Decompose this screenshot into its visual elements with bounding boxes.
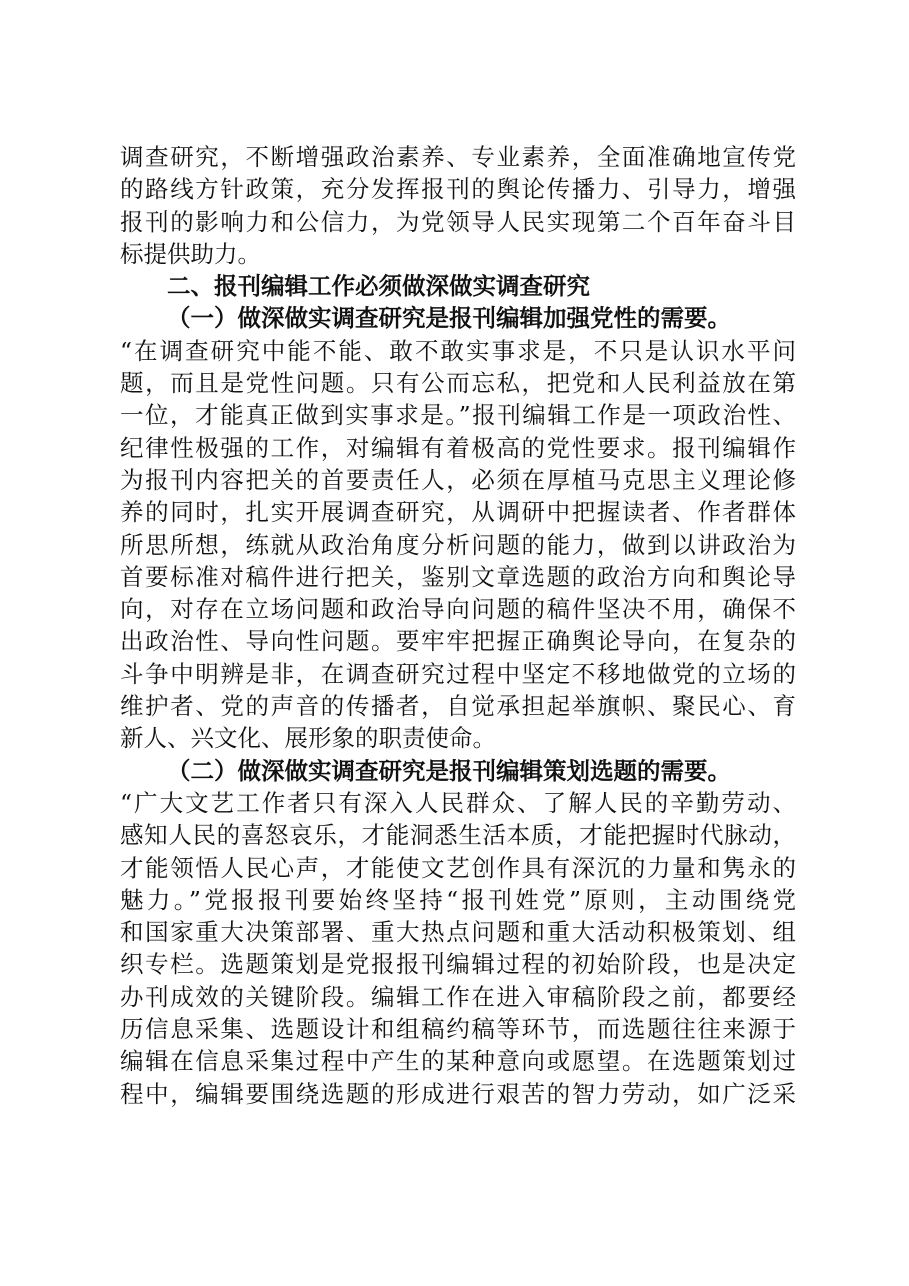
text-line: 向，对存在立场问题和政治导向问题的稿件坚决不用，确保不 <box>120 595 796 624</box>
text-line: 历信息采集、选题设计和组稿约稿等环节，而选题往往来源于 <box>120 1015 796 1044</box>
text-line: 斗争中明辨是非，在调查研究过程中坚定不移地做党的立场的 <box>120 659 796 688</box>
text-line: 魅力。”党报报刊要始终坚持“报刊姓党”原则，主动围绕党 <box>120 885 796 914</box>
text-line: “广大文艺工作者只有深入人民群众、了解人民的辛勤劳动、 <box>120 788 796 817</box>
text-line: 为报刊内容把关的首要责任人，必须在厚植马克思主义理论修 <box>120 465 796 494</box>
text-line: 感知人民的喜怒哀乐，才能洞悉生活本质，才能把握时代脉动， <box>120 821 796 850</box>
text-line: 程中，编辑要围绕选题的形成进行艰苦的智力劳动，如广泛采 <box>120 1079 796 1108</box>
text-line: 标提供助力。 <box>120 239 261 268</box>
text-line: 调查研究，不断增强政治素养、专业素养，全面准确地宣传党 <box>120 143 796 171</box>
section-heading: 二、报刊编辑工作必须做深做实调查研究 <box>167 272 590 301</box>
text-line: “在调查研究中能不能、敢不敢实事求是，不只是认识水平问 <box>120 336 796 365</box>
text-line: 编辑在信息采集过程中产生的某种意向或愿望。在选题策划过 <box>120 1047 796 1076</box>
subsection-2-title: （二）做深做实调查研究是报刊编辑策划选题的需要。 <box>167 756 731 785</box>
text-line: 才能领悟人民心声，才能使文艺创作具有深沉的力量和隽永的 <box>120 853 796 882</box>
text-line: 新人、兴文化、展形象的职责使命。 <box>120 724 496 753</box>
paragraph-intro-continuation <box>120 141 796 270</box>
text-line: 维护者、党的声音的传播者，自觉承担起举旗帜、聚民心、育 <box>120 692 796 721</box>
subsection-1-body <box>120 335 796 755</box>
subsection-2-body <box>120 787 796 1110</box>
text-line: 的路线方针政策，充分发挥报刊的舆论传播力、引导力，增强 <box>120 175 796 204</box>
text-line: 出政治性、导向性问题。要牢牢把握正确舆论导向，在复杂的 <box>120 627 796 656</box>
text-line: 一位，才能真正做到实事求是。”报刊编辑工作是一项政治性、 <box>120 401 796 430</box>
text-line: 办刊成效的关键阶段。编辑工作在进入审稿阶段之前，都要经 <box>120 982 796 1011</box>
subsection-1-title: （一）做深做实调查研究是报刊编辑加强党性的需要。 <box>167 304 731 333</box>
text-line: 织专栏。选题策划是党报报刊编辑过程的初始阶段，也是决定 <box>120 950 796 979</box>
text-line: 所思所想，练就从政治角度分析问题的能力，做到以讲政治为 <box>120 530 796 559</box>
document-body <box>120 141 796 1110</box>
text-line: 和国家重大决策部署、重大热点问题和重大活动积极策划、组 <box>120 918 796 947</box>
text-line: 纪律性极强的工作，对编辑有着极高的党性要求。报刊编辑作 <box>120 433 796 462</box>
text-line: 题，而且是党性问题。只有公而忘私，把党和人民利益放在第 <box>120 369 796 398</box>
text-line: 养的同时，扎实开展调查研究，从调研中把握读者、作者群体 <box>120 498 796 527</box>
text-line: 报刊的影响力和公信力，为党领导人民实现第二个百年奋斗目 <box>120 207 796 236</box>
text-line: 首要标准对稿件进行把关，鉴别文章选题的政治方向和舆论导 <box>120 562 796 591</box>
